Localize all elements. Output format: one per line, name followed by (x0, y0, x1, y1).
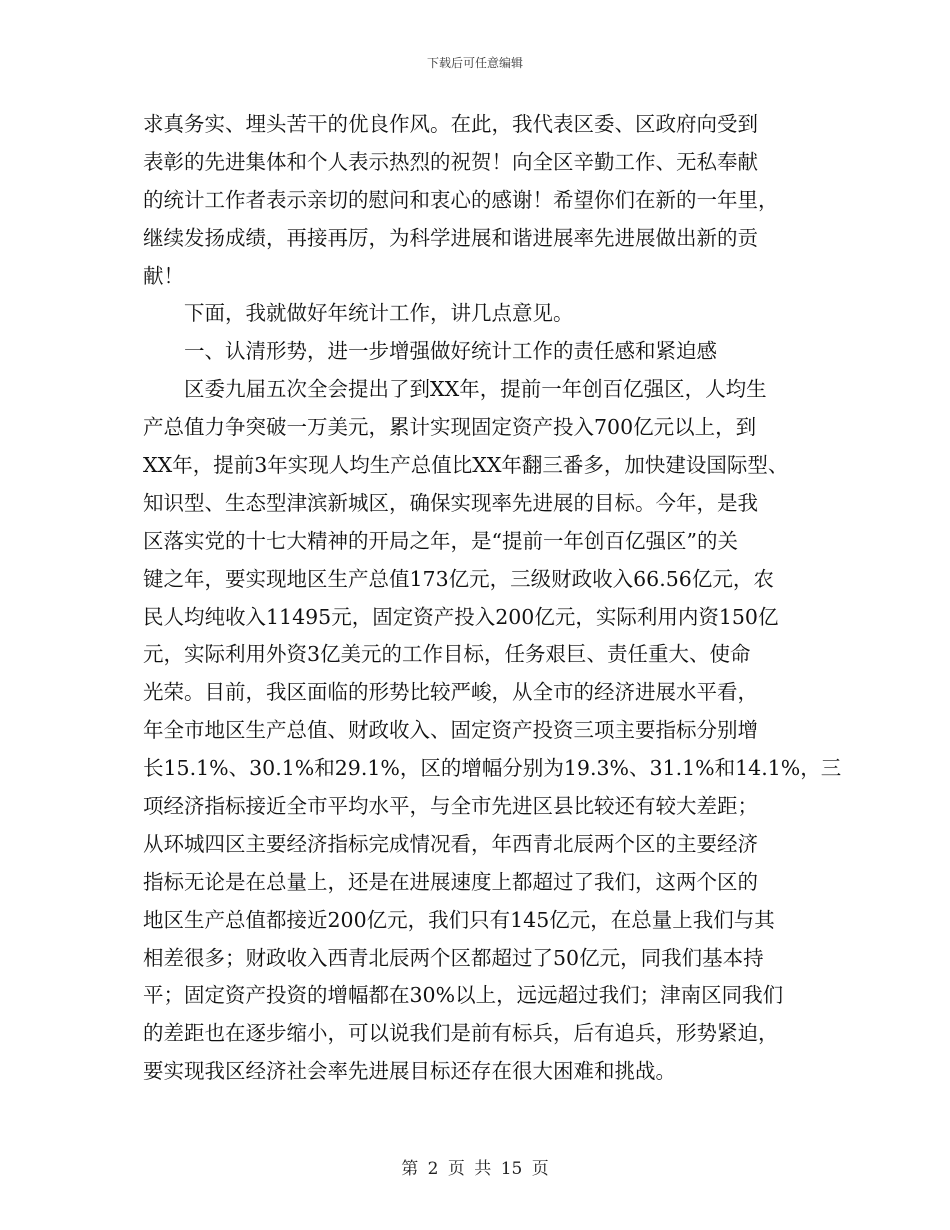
text-line: 民人均纯收入11495元，固定资产投入200亿元，实际利用内资150亿 (143, 604, 779, 629)
text-line: 区落实党的十七大精神的开局之年，是“提前一年创百亿强区”的关 (143, 528, 738, 553)
text-line: 继续发扬成绩，再接再厉，为科学进展和谐进展率先进展做出新的贡 (143, 225, 758, 250)
text-line: 求真务实、埋头苦干的优良作风。在此，我代表区委、区政府向受到 (143, 112, 758, 136)
text-line: 从环城四区主要经济指标完成情况看，年西青北辰两个区的主要经济 (143, 831, 758, 856)
page-header-note: 下载后可任意编辑 (426, 56, 523, 70)
paragraph-line: 下面，我就做好年统计工作，讲几点意见。 (184, 301, 574, 326)
text-line: 献！ (143, 263, 184, 288)
text-line: 项经济指标接近全市平均水平，与全市先进区县比较还有较大差距； (143, 794, 758, 819)
text-line: 指标无论是在总量上，还是在进展速度上都超过了我们，这两个区的 (143, 869, 758, 894)
text-line: 要实现我区经济社会率先进展目标还存在很大困难和挑战。 (143, 1059, 676, 1084)
text-line: 光荣。目前，我区面临的形势比较严峻，从全市的经济进展水平看， (143, 680, 758, 705)
text-line: 平；固定资产投资的增幅都在30%以上，远远超过我们；津南区同我们 (143, 983, 784, 1008)
text-line: 的差距也在逐步缩小，可以说我们是前有标兵，后有追兵，形势紧迫， (143, 1021, 779, 1046)
text-line: 知识型、生态型津滨新城区，确保实现率先进展的目标。今年，是我 (143, 490, 758, 515)
page-number-footer: 第 2 页 共 15 页 (401, 1159, 549, 1179)
text-line: XX年，提前3年实现人均生产总值比XX年翻三番多，加快建设国际型、 (143, 453, 789, 478)
document-body (143, 106, 842, 1091)
text-line: 长15.1%、30.1%和29.1%，区的增幅分别为19.3%、31.1%和14.1%，三 (143, 756, 842, 781)
text-line: 键之年，要实现地区生产总值173亿元，三级财政收入66.56亿元，农 (143, 566, 774, 591)
text-line: 的统计工作者表示亲切的慰问和衷心的感谢！希望你们在新的一年里， (143, 187, 779, 212)
section-heading: 一、认清形势，进一步增强做好统计工作的责任感和紧迫感 (184, 339, 717, 364)
text-line: 元，实际利用外资3亿美元的工作目标，任务艰巨、责任重大、使命 (143, 642, 751, 667)
text-line: 地区生产总值都接近200亿元，我们只有145亿元，在总量上我们与其 (143, 907, 775, 932)
text-line: 表彰的先进集体和个人表示热烈的祝贺！向全区辛勤工作、无私奉献 (143, 149, 758, 174)
text-line: 相差很多；财政收入西青北辰两个区都超过了50亿元，同我们基本持 (143, 945, 764, 970)
text-line: 年全市地区生产总值、财政收入、固定资产投资三项主要指标分别增 (143, 718, 758, 743)
paragraph-line: 区委九届五次全会提出了到XX年，提前一年创百亿强区，人均生 (184, 377, 767, 402)
text-line: 产总值力争突破一万美元，累计实现固定资产投入700亿元以上，到 (143, 415, 757, 440)
